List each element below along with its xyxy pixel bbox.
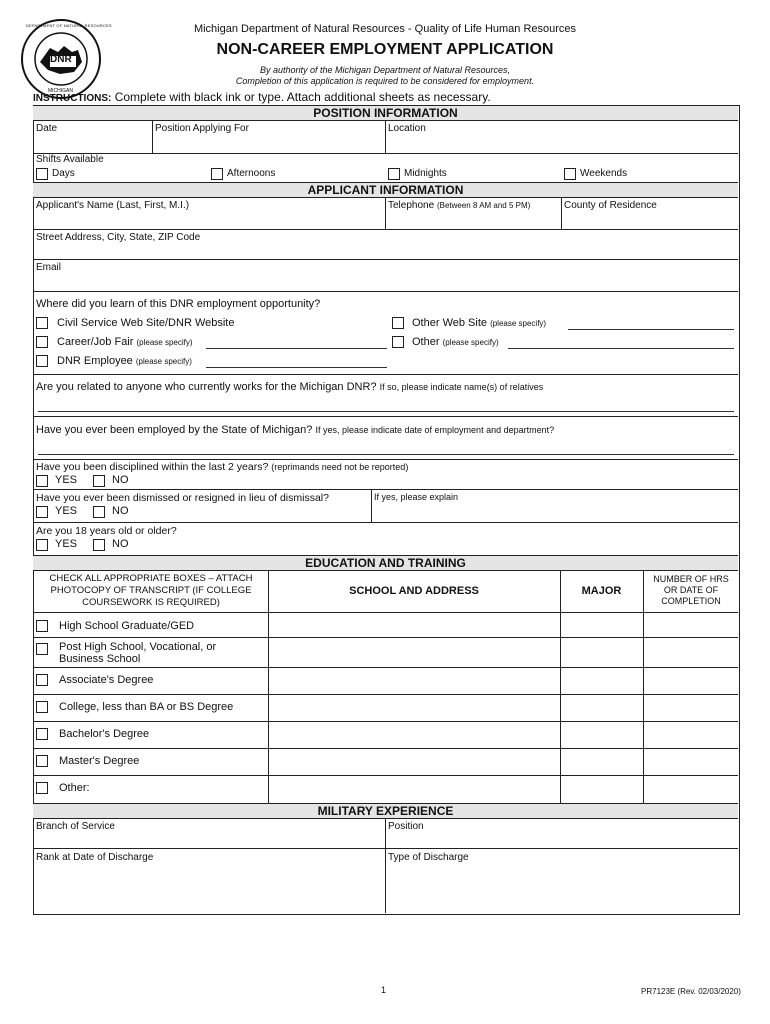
education-section-heading: EDUCATION AND TRAINING <box>33 555 738 571</box>
other-web-label <box>412 317 546 329</box>
dnr-employee-label <box>57 355 192 367</box>
branch-field[interactable]: Branch of Service <box>36 821 115 832</box>
shifts-label: Shifts Available <box>36 154 104 165</box>
county-field[interactable]: County of Residence <box>564 200 657 211</box>
shift-days-label: Days <box>52 168 75 179</box>
edu-other-checkbox[interactable] <box>36 782 48 794</box>
related-answer-line[interactable] <box>38 411 734 412</box>
instructions <box>33 90 491 104</box>
telephone-label: Telephone <box>388 200 435 211</box>
edu-master-label: Master's Degree <box>59 755 140 767</box>
dnr-employee-line[interactable] <box>206 367 387 368</box>
instructions-text: Complete with black ink or type. Attach additional sheets as necessary. <box>114 90 491 104</box>
dnr-employee-text: DNR Employee <box>57 355 133 367</box>
other-line[interactable] <box>508 348 734 349</box>
dnr-employee-checkbox[interactable] <box>36 355 48 367</box>
seal-ring-text: DEPARTMENT OF NATURAL RESOURCES <box>26 23 112 28</box>
disciplined-question <box>36 461 408 473</box>
career-fair-text: Career/Job Fair <box>57 336 134 348</box>
edu-high-school-checkbox[interactable] <box>36 620 48 632</box>
position-section-heading: POSITION INFORMATION <box>33 105 738 121</box>
dismissed-no-checkbox[interactable] <box>93 506 105 518</box>
form-frame <box>33 105 740 915</box>
seal-abbr: DNR <box>50 54 72 65</box>
edu-master-checkbox[interactable] <box>36 755 48 767</box>
shift-midnights-label: Midnights <box>404 168 447 179</box>
edu-college-label: College, less than BA or BS Degree <box>59 701 234 713</box>
edu-bachelor-label: Bachelor's Degree <box>59 728 150 740</box>
disciplined-question-text: Have you been disciplined within the last 2 years? <box>36 461 269 473</box>
dismissed-explain[interactable]: If yes, please explain <box>374 492 459 502</box>
edu-high-school-label: High School Graduate/GED <box>59 620 195 632</box>
age-no-label: NO <box>112 538 129 550</box>
applicant-name-field[interactable]: Applicant's Name (Last, First, M.I.) <box>36 200 190 211</box>
edu-associate-checkbox[interactable] <box>36 674 48 686</box>
authority-line-1: By authority of the Michigan Department of Natural Resources, <box>259 65 511 75</box>
edu-bachelor-checkbox[interactable] <box>36 728 48 740</box>
shift-midnights-checkbox[interactable] <box>388 168 400 180</box>
email-field[interactable]: Email <box>36 262 62 273</box>
disciplined-no-checkbox[interactable] <box>93 475 105 487</box>
learn-question: Where did you learn of this DNR employment opportunity? <box>36 298 321 310</box>
dismissed-no-label: NO <box>112 505 129 517</box>
employed-question <box>36 424 554 436</box>
other-web-specify: (please specify) <box>490 319 547 328</box>
age-yes-checkbox[interactable] <box>36 539 48 551</box>
dismissed-question: Have you ever been dismissed or resigned in lieu of dismissal? <box>36 492 329 504</box>
other-text: Other <box>412 336 440 348</box>
edu-col-checkboxes: CHECK ALL APPROPRIATE BOXES – ATTACH PHOTOCOPY OF TRANSCRIPT (IF COLLEGE COURSEWORK IS REQUIRED) <box>49 573 253 608</box>
seal-state: MICHIGAN <box>48 88 73 94</box>
civil-service-checkbox[interactable] <box>36 317 48 329</box>
disciplined-yes-label: YES <box>55 474 78 486</box>
form-title: NON-CAREER EMPLOYMENT APPLICATION <box>216 41 554 58</box>
edu-college-checkbox[interactable] <box>36 701 48 713</box>
other-web-text: Other Web Site <box>412 317 487 329</box>
shift-days-checkbox[interactable] <box>36 168 48 180</box>
employed-answer-line[interactable] <box>38 454 734 455</box>
shift-afternoons-checkbox[interactable] <box>211 168 223 180</box>
related-question-text: Are you related to anyone who currently works for the Michigan DNR? <box>36 381 377 393</box>
disciplined-yes-checkbox[interactable] <box>36 475 48 487</box>
edu-post-high-school-label: Post High School, Vocational, or Business School <box>59 641 217 665</box>
shift-weekends-label: Weekends <box>580 168 628 179</box>
career-fair-line[interactable] <box>206 348 387 349</box>
shift-weekends-checkbox[interactable] <box>564 168 576 180</box>
edu-col-hours: NUMBER OF HRS OR DATE OF COMPLETION <box>653 574 729 606</box>
discharge-field[interactable]: Type of Discharge <box>388 852 469 863</box>
other-specify: (please specify) <box>442 338 499 347</box>
age-yes-label: YES <box>55 538 78 550</box>
employed-note: If yes, please indicate date of employment and department? <box>315 425 555 435</box>
edu-other-label: Other: <box>59 782 90 794</box>
address-field[interactable]: Street Address, City, State, ZIP Code <box>36 232 201 243</box>
other-web-checkbox[interactable] <box>392 317 404 329</box>
age-question: Are you 18 years old or older? <box>36 525 177 537</box>
telephone-field[interactable] <box>388 200 530 211</box>
page-number: 1 <box>381 985 387 995</box>
related-note: If so, please indicate name(s) of relatives <box>379 382 544 392</box>
edu-post-high-school-checkbox[interactable] <box>36 643 48 655</box>
instructions-label: INSTRUCTIONS: <box>33 93 112 104</box>
disciplined-no-label: NO <box>112 474 129 486</box>
disciplined-note: (reprimands need not be reported) <box>271 462 409 472</box>
rank-field[interactable]: Rank at Date of Discharge <box>36 852 154 863</box>
age-no-checkbox[interactable] <box>93 539 105 551</box>
civil-service-label: Civil Service Web Site/DNR Website <box>57 317 235 329</box>
employed-question-text: Have you ever been employed by the State of Michigan? <box>36 424 313 436</box>
military-section-heading: MILITARY EXPERIENCE <box>33 803 738 819</box>
other-checkbox[interactable] <box>392 336 404 348</box>
other-label <box>412 336 499 348</box>
related-question <box>36 381 543 393</box>
position-applying-field[interactable]: Position Applying For <box>155 123 249 134</box>
edu-associate-label: Associate's Degree <box>59 674 154 686</box>
career-fair-label <box>57 336 193 348</box>
military-position-field[interactable]: Position <box>388 821 424 832</box>
other-web-line[interactable] <box>568 329 734 330</box>
dnr-employee-specify: (please specify) <box>135 357 192 366</box>
telephone-note: (Between 8 AM and 5 PM) <box>436 201 531 210</box>
shift-afternoons-label: Afternoons <box>227 168 276 179</box>
career-fair-specify: (please specify) <box>136 338 193 347</box>
authority-line-2: Completion of this application is required to be considered for employment. <box>235 76 535 86</box>
edu-col-school: SCHOOL AND ADDRESS <box>349 585 479 597</box>
form-id: PR7123E (Rev. 02/03/2020) <box>641 987 741 996</box>
edu-col-major: MAJOR <box>581 585 622 597</box>
agency-line: Michigan Department of Natural Resources - Quality of Life Human Resources <box>193 23 577 35</box>
career-fair-checkbox[interactable] <box>36 336 48 348</box>
date-field[interactable]: Date <box>36 123 58 134</box>
applicant-section-heading: APPLICANT INFORMATION <box>33 182 738 198</box>
dismissed-yes-checkbox[interactable] <box>36 506 48 518</box>
location-field[interactable]: Location <box>388 123 426 134</box>
dismissed-yes-label: YES <box>55 505 78 517</box>
